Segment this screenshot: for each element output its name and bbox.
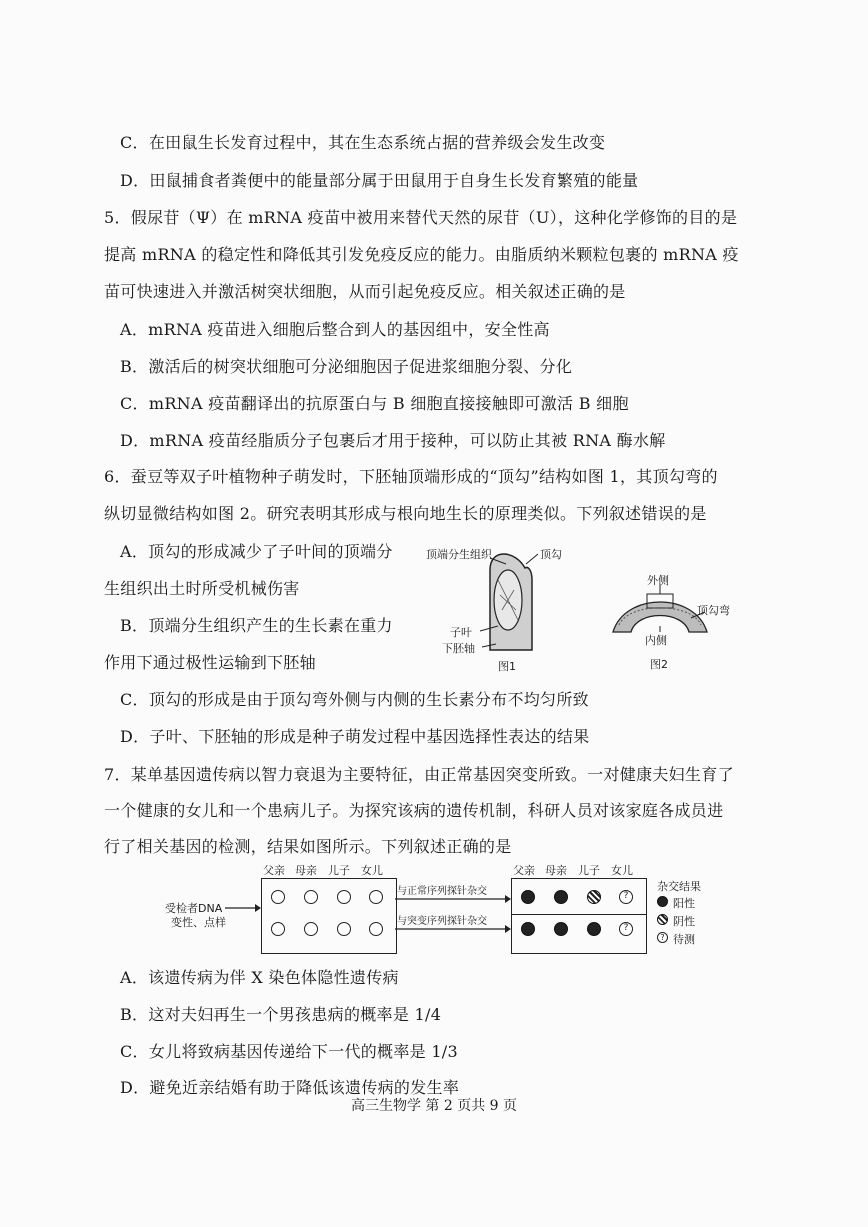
- q5-option-b: B．激活后的树突状细胞可分泌细胞因子促进浆细胞分裂、分化: [120, 357, 573, 376]
- hook-section-drawing: [605, 570, 735, 675]
- page-footer: 高三生物学 第 2 页共 9 页: [350, 1098, 518, 1114]
- fig2-hook-bend-label: 顶勾弯: [697, 604, 730, 617]
- legend-positive-swatch: [657, 896, 668, 907]
- fig1-hypocotyl-label: 下胚轴: [442, 642, 475, 655]
- q6-stem-line1: 6．蚕豆等双子叶植物种子萌发时，下胚轴顶端形成的“顶勾”结构如图 1，其顶勾弯的: [104, 467, 718, 486]
- q4-option-c: C．在田鼠生长发育过程中，其在生态系统占据的营养级会发生改变: [120, 133, 606, 152]
- figure-1-seedling-hook: [420, 540, 590, 675]
- arrow-mutant-probe: [395, 924, 511, 934]
- fig1-cotyledon-label: 子叶: [450, 626, 472, 639]
- legend-pending-swatch: ?: [657, 932, 668, 943]
- member-label-daughter-r: 女儿: [611, 864, 633, 877]
- q5-stem-line3: 苗可快速进入并激活树突状细胞，从而引起免疫反应。相关叙述正确的是: [104, 282, 626, 301]
- legend-title: 杂交结果: [657, 880, 701, 893]
- member-label-mother-r: 母亲: [545, 864, 567, 877]
- dot-normal-father: [521, 890, 535, 904]
- q7-stem-line2: 一个健康的女儿和一个患病儿子。为探究该病的遗传机制，科研人员对该家庭各成员进: [104, 801, 724, 820]
- dot-before-father-1: [271, 890, 285, 904]
- q7-option-b: B．这对夫妇再生一个男孩患病的概率是 1/4: [120, 1005, 442, 1024]
- probe-mutant-label: 与突变序列探针杂交: [397, 916, 487, 927]
- q6-option-b-line2: 作用下通过极性运输到下胚轴: [104, 653, 316, 672]
- q7-option-a: A．该遗传病为伴 X 染色体隐性遗传病: [120, 968, 399, 987]
- dot-before-mother-2: [304, 922, 318, 936]
- q6-option-a-line1: A．顶勾的形成减少了子叶间的顶端分: [120, 542, 393, 561]
- arrow-to-membrane: [225, 902, 261, 914]
- q5-stem-line1: 5．假尿苷（Ψ）在 mRNA 疫苗中被用来替代天然的尿苷（U），这种化学修饰的目的是: [104, 208, 738, 227]
- q5-option-c: C．mRNA 疫苗翻译出的抗原蛋白与 B 细胞直接接触即可激活 B 细胞: [120, 394, 629, 413]
- dot-mutant-son: [587, 922, 601, 936]
- q6-option-d: D．子叶、下胚轴的形成是种子萌发过程中基因选择性表达的结果: [120, 727, 590, 746]
- dot-before-mother-1: [304, 890, 318, 904]
- member-label-father: 父亲: [263, 864, 285, 877]
- dot-normal-mother: [554, 890, 568, 904]
- dot-before-son-2: [337, 922, 351, 936]
- probe-normal-label: 与正常序列探针杂交: [397, 886, 487, 897]
- fig1-caption: 图1: [498, 660, 516, 673]
- q5-stem-line2: 提高 mRNA 的稳定性和降低其引发免疫反应的能力。由脂质纳米颗粒包裹的 mRNA 疫: [104, 245, 739, 264]
- dna-source-label-1: 受检者DNA: [165, 902, 223, 915]
- member-label-mother: 母亲: [295, 864, 317, 877]
- fig1-meristem-label: 顶端分生组织: [426, 548, 492, 561]
- q6-stem-line2: 纵切显微结构如图 2。研究表明其形成与根向地生长的原理类似。下列叙述错误的是: [104, 504, 707, 523]
- dna-source-label-2: 变性、点样: [171, 916, 226, 929]
- q4-option-d: D．田鼠捕食者粪便中的能量部分属于田鼠用于自身生长发育繁殖的能量: [120, 171, 639, 190]
- legend-pending-label: 待测: [673, 933, 695, 946]
- q6-option-b-line1: B．顶端分生组织产生的生长素在重力: [120, 616, 393, 635]
- dot-normal-daughter: ?: [619, 890, 633, 904]
- dot-mutant-father: [521, 922, 535, 936]
- q5-option-a: A．mRNA 疫苗进入细胞后整合到人的基因组中，安全性高: [120, 320, 550, 339]
- member-label-father-r: 父亲: [513, 864, 535, 877]
- figure-dna-hybridization: [165, 858, 725, 958]
- dot-before-daughter-2: [369, 922, 383, 936]
- legend-negative-swatch: [657, 914, 668, 925]
- figure-2-hook-section: [605, 570, 735, 675]
- dot-mutant-daughter: ?: [619, 922, 633, 936]
- q6-option-a-line2: 生组织出土时所受机械伤害: [104, 579, 300, 598]
- dot-before-daughter-1: [369, 890, 383, 904]
- q6-option-c: C．顶勾的形成是由于顶勾弯外侧与内侧的生长素分布不均匀所致: [120, 690, 589, 709]
- legend-negative-label: 阴性: [673, 915, 695, 928]
- fig2-outer-label: 外侧: [647, 574, 669, 587]
- dot-normal-son: [587, 890, 601, 904]
- member-label-son-r: 儿子: [578, 864, 600, 877]
- member-label-son: 儿子: [328, 864, 350, 877]
- q7-stem-line1: 7．某单基因遗传病以智力衰退为主要特征，由正常基因突变所致。一对健康夫妇生育了: [104, 765, 734, 784]
- legend-positive-label: 阳性: [673, 897, 695, 910]
- q7-option-d: D．避免近亲结婚有助于降低该遗传病的发生率: [120, 1078, 460, 1097]
- fig2-caption: 图2: [650, 658, 668, 671]
- q5-option-d: D．mRNA 疫苗经脂质分子包裹后才用于接种，可以防止其被 RNA 酶水解: [120, 431, 666, 450]
- dot-before-father-2: [271, 922, 285, 936]
- dot-before-son-1: [337, 890, 351, 904]
- fig1-hook-label: 顶勾: [540, 548, 562, 561]
- fig2-inner-label: 内侧: [645, 634, 667, 647]
- dot-mutant-mother: [554, 922, 568, 936]
- member-label-daughter: 女儿: [361, 864, 383, 877]
- q7-stem-line3: 行了相关基因的检测，结果如图所示。下列叙述正确的是: [104, 837, 512, 856]
- arrow-normal-probe: [395, 894, 511, 904]
- q7-option-c: C．女儿将致病基因传递给下一代的概率是 1/3: [120, 1042, 458, 1061]
